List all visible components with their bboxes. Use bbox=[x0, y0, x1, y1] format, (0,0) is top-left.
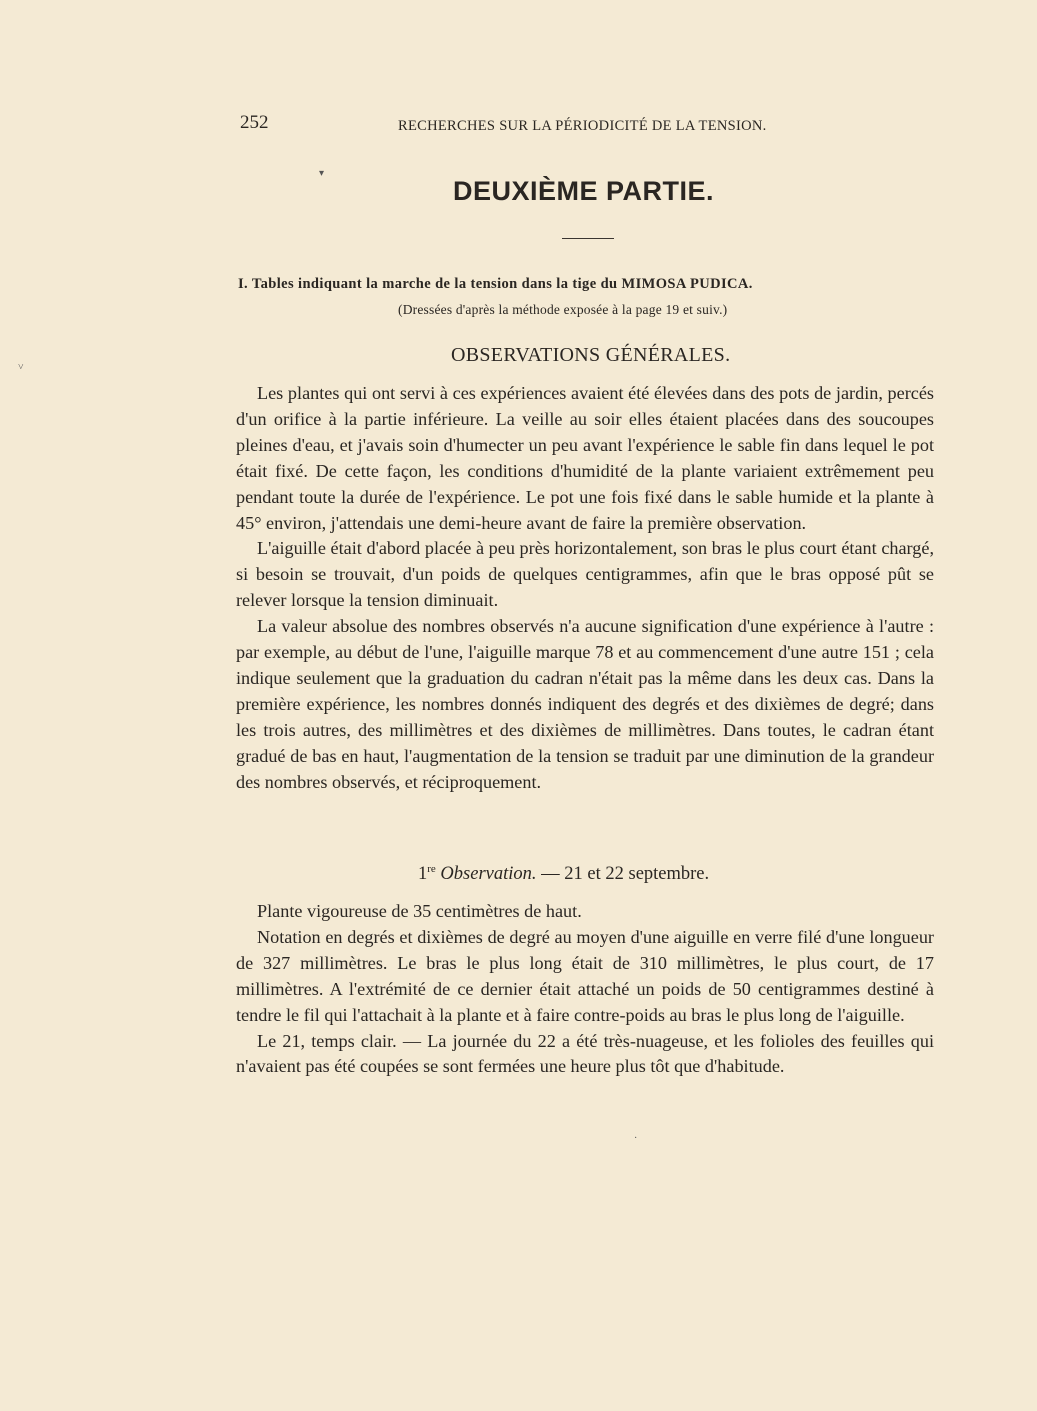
paragraph: L'aiguille était d'abord placée à peu près horizontalement, son bras le plus court étant chargé, si besoin se trouvait, d'un poids de quelques centigrammes, afin que le bras opposé pût se relever lorsque la tension diminuait. bbox=[236, 538, 934, 611]
observations-heading: OBSERVATIONS GÉNÉRALES. bbox=[451, 344, 731, 366]
observation-date: — 21 et 22 septembre. bbox=[541, 864, 710, 885]
specks: ˅ bbox=[18, 362, 24, 373]
part-title: DEUXIÈME PARTIE. bbox=[452, 176, 715, 206]
running-head: RECHERCHES SUR LA PÉRIODICITÉ DE LA TENSION. bbox=[398, 118, 767, 134]
specks: ▾ bbox=[319, 168, 325, 179]
paragraph: Les plantes qui ont servi à ces expériences avaient été élevées dans des pots de jardin, percés d'un orifice à la partie inférieure. La veille au soir elles étaient placées dans des soucoupes pleines d'eau, et j'avais soin d'humecter un peu avant l'expérience le sable fin dans lequel le pot était fixé. De cette façon, les conditions d'humidité de la plante variaient extrêmement peu pendant toute la durée de l'expérience. Le pot une fois fixé dans le sable humide et la plante à 45° environ, j'attendais une demi-heure avant de faire la première observation. bbox=[236, 383, 934, 533]
first-observation-text bbox=[236, 899, 934, 1080]
paragraph: La valeur absolue des nombres observés n'a aucune signification d'une expérience à l'autre : par exemple, au début de l'une, l'aiguille marque 78 et au commencement d'une autre 151 ; cela indique seulement que la graduation du cadran n'était pas la même dans les deux cas. Dans la première expérience, les nombres donnés indiquent des degrés et des dixièmes de degré; dans les trois autres, des millimètres et des dixièmes de millimètres. Dans toutes, le cadran étant gradué de bas en haut, l'augmentation de la tension se traduit par une diminution de la grandeur des nombres observés, et réciproquement. bbox=[236, 616, 934, 792]
section-heading-text: Tables indiquant la marche de la tension dans la tige du bbox=[251, 276, 618, 292]
section-heading bbox=[238, 276, 753, 293]
first-observation-title bbox=[418, 863, 709, 885]
section-number: I. bbox=[238, 276, 249, 292]
observation-number: 1 bbox=[418, 864, 428, 885]
paragraph: Plante vigoureuse de 35 centimètres de haut. bbox=[257, 901, 582, 921]
page-number: 252 bbox=[240, 112, 269, 133]
general-observations-text bbox=[236, 381, 934, 796]
section-subnote: (Dressées d'après la méthode exposée à la page 19 et suiv.) bbox=[398, 302, 728, 317]
observation-label: Observation. bbox=[440, 864, 537, 885]
specks: · bbox=[634, 1133, 638, 1144]
title-rule bbox=[562, 238, 614, 239]
species-name: MIMOSA PUDICA. bbox=[621, 276, 753, 292]
paragraph: Notation en degrés et dixièmes de degré au moyen d'une aiguille en verre filé d'une longueur de 327 millimètres. Le bras le plus long était de 310 millimètres, le plus court, de 17 millimètres. A l'extrémité de ce dernier était attaché un poids de 50 centigrammes destiné à tendre le fil qui l'attachait à la plante et à faire contre-poids au bras le plus long de l'aiguille. bbox=[236, 926, 934, 1025]
ordinal-suffix: re bbox=[427, 863, 436, 875]
paragraph: Le 21, temps clair. — La journée du 22 a été très-nuageuse, et les folioles des feuilles qui n'avaient pas été coupées se sont fermées une heure plus tôt que d'habitude. bbox=[236, 1030, 934, 1077]
